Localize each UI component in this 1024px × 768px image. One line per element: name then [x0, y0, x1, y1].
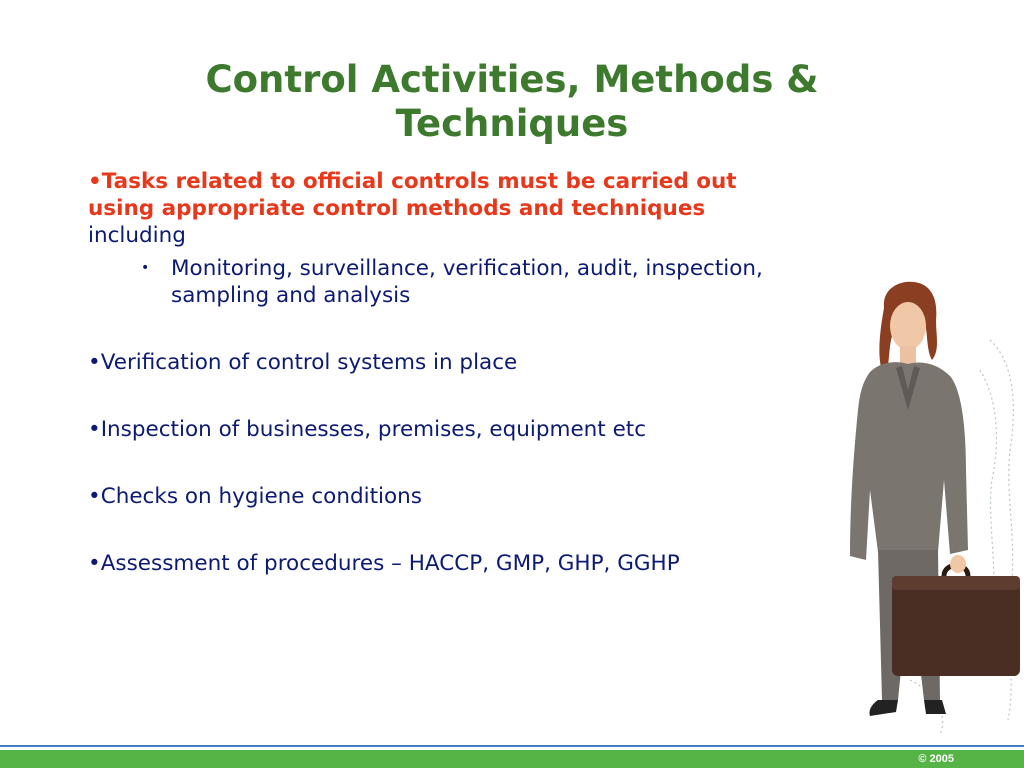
bullet-text: Checks on hygiene conditions	[100, 484, 422, 509]
bullet-text: Inspection of businesses, premises, equipment etc	[100, 417, 647, 442]
bullet-text: Verification of control systems in place	[100, 350, 518, 375]
bullet-item-tasks	[88, 168, 778, 249]
shoe-left	[869, 700, 898, 716]
slide-title	[100, 58, 924, 146]
bullet-item-verification	[88, 349, 788, 376]
briefcase-edge	[892, 576, 1020, 590]
businesswoman-with-briefcase-photo	[840, 280, 1024, 740]
title-line-1: Control Activities, Methods &	[205, 58, 819, 101]
bullet-marker: •	[88, 551, 101, 576]
bullet-item-hygiene	[88, 483, 788, 510]
bullet-rest-text: including	[88, 223, 186, 248]
bullet-marker: •	[88, 169, 102, 194]
bullet-marker: •	[88, 350, 101, 375]
sub-bullet-monitoring	[141, 255, 771, 309]
briefcase	[892, 576, 1020, 676]
footer-bar	[0, 750, 1024, 768]
sub-bullet-marker: •	[141, 260, 150, 276]
copyright-text: © 2005	[918, 753, 954, 765]
bullet-item-assessment	[88, 550, 788, 577]
hand	[950, 555, 966, 573]
face	[890, 302, 926, 350]
bullet-text: Assessment of procedures – HACCP, GMP, GHP, GGHP	[100, 551, 680, 576]
title-line-2: Techniques	[395, 102, 629, 145]
bullet-item-inspection	[88, 416, 788, 443]
bullet-list	[88, 168, 788, 577]
bullet-emphasis-text: Tasks related to official controls must be carried out using appropriate control methods and techniques	[88, 169, 737, 221]
bullet-marker: •	[88, 484, 101, 509]
shoe-right	[924, 700, 946, 714]
sub-bullet-text: Monitoring, surveillance, verification, audit, inspection, sampling and analysis	[171, 256, 763, 308]
bullet-marker: •	[88, 417, 101, 442]
footer-divider	[0, 745, 1024, 747]
